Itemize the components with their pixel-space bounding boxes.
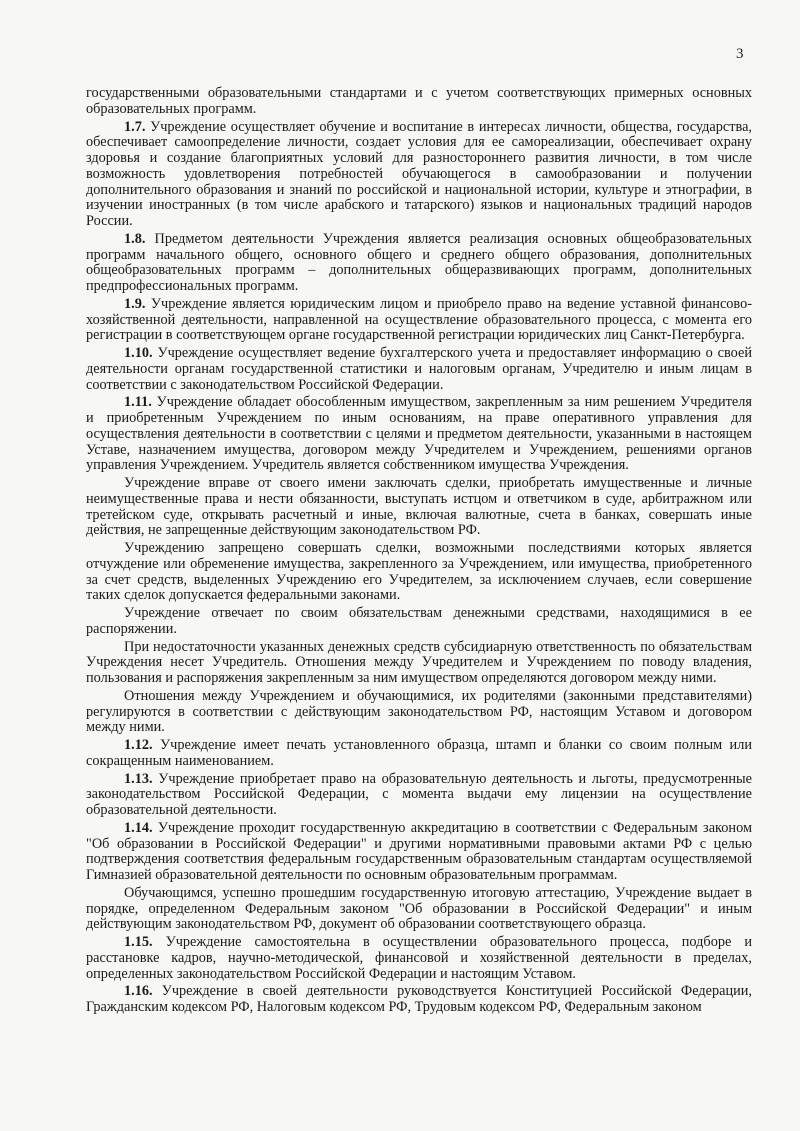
paragraph-sub-attestation: Обучающимся, успешно прошедшим государственную итоговую аттестацию, Учреждение выдает в порядке, определенном Федеральным законом "Об образовании в Российской Федерации" и иным действующим законодательством РФ, документ об образовании соответствующего образца. (86, 884, 752, 933)
paragraph-sub-prohibited: Учреждению запрещено совершать сделки, возможными последствиями которых является отчуждение или обременение имущества, закрепленного за Учреждением, или имущества, приобретенного за счет средств, выделенных Учреждению его Учредителем, за исключением случаев, если совершение таких сделок допускается федеральными законами. (86, 540, 752, 604)
paragraph-sub-liability: Учреждение отвечает по своим обязательствам денежными средствами, находящимися в ее распоряжении. (86, 605, 752, 637)
paragraph-1-10: 1.10. Учреждение осуществляет ведение бухгалтерского учета и предоставляет информацию о своей деятельности органам государственной статистики и налоговым органам, Учредителю и иным лицам в соответствии с законодательством Российской Федерации. (86, 345, 752, 393)
paragraph-1-9: 1.9. Учреждение является юридическим лицом и приобрело право на ведение уставной финансово-хозяйственной деятельности, направленной на осуществление образовательного процесса, с момента его регистрации в соответствующем органе государственной регистрации юридических лиц Санкт-Петербурга. (86, 295, 752, 344)
paragraph-1-13: 1.13. Учреждение приобретает право на образовательную деятельность и льготы, предусмотренные законодательством Российской Федерации, с момента выдачи ему лицензии на осуществление образовательной деятельности. (86, 770, 752, 818)
paragraph-1-15: 1.15. Учреждение самостоятельна в осуществлении образовательного процесса, подборе и расстановке кадров, научно-методической, финансовой и хозяйственной деятельности в пределах, определенных законодательством Российской Федерации и настоящим Уставом. (86, 934, 752, 982)
page-number: 3 (736, 46, 744, 62)
paragraph-sub-relations: Отношения между Учреждением и обучающимися, их родителями (законными представителями) регулируются в соответствии с действующим законодательством РФ, настоящим Уставом и договором между ними. (86, 687, 752, 736)
paragraph-1-11: 1.11. Учреждение обладает обособленным имуществом, закрепленным за ним решением Учредителя и приобретенным Учреждением по иным основаниям, на праве оперативного управления для осуществления деятельности в соответствии с целями и предметом деятельности, указанными в настоящем Уставе, назначением имущества, договором между Учредителем и Учреждением, решениями органов управления Учреждением. Учредитель является собственником имущества Учреждения. (86, 394, 752, 474)
paragraph-1-7: 1.7. Учреждение осуществляет обучение и воспитание в интересах личности, общества, государства, обеспечивает самоопределение личности, создает условия для ее самореализации, обеспечивает охрану здоровья и создание благоприятных условий для разностороннего развития личности, в том числе возможность удовлетворения потребностей обучающегося в самообразовании и получении дополнительного образования и знаний по российской и национальной истории, культуре и этнографии, в изучении иностранных (в том числе арабского и татарского) языков и национальных традиций народов России. (86, 118, 752, 229)
paragraph-1-8: 1.8. Предметом деятельности Учреждения является реализация основных общеобразовательных программ начального общего, основного общего и среднего общего образования, дополнительных общеобразовательных программ – дополнительных общеразвивающих программ, дополнительных предпрофессиональных программ. (86, 230, 752, 294)
paragraph-sub-transactions: Учреждение вправе от своего имени заключать сделки, приобретать имущественные и личные неимущественные права и нести обязанности, выступать истцом и ответчиком в суде, арбитражном или третейском суде, открывать расчетный и иные, включая валютные, счета в банках, совершать иные действия, не запрещенные действующим законодательством РФ. (86, 475, 752, 539)
paragraph-continuation: государственными образовательными стандартами и с учетом соответствующих примерных основных образовательных программ. (86, 85, 752, 117)
paragraph-1-16: 1.16. Учреждение в своей деятельности руководствуется Конституцией Российской Федерации, Гражданским кодексом РФ, Налоговым кодексом РФ, Трудовым кодексом РФ, Федеральным законом (86, 983, 752, 1015)
paragraph-sub-subsidiary: При недостаточности указанных денежных средств субсидиарную ответственность по обязательствам Учреждения несет Учредитель. Отношения между Учредителем и Учреждением по поводу владения, пользования и распоряжения закрепленным за ним имуществом определяются договором между ними. (86, 638, 752, 686)
paragraph-1-14: 1.14. Учреждение проходит государственную аккредитацию в соответствии с Федеральным законом "Об образовании в Российской Федерации" и другими нормативными правовыми актами РФ с целью подтверждения соответствия федеральным государственным образовательным стандартам осуществляемой Гимназией образовательной деятельности по основным образовательным программам. (86, 819, 752, 883)
paragraph-1-12: 1.12. Учреждение имеет печать установленного образца, штамп и бланки со своим полным или сокращенным наименованием. (86, 737, 752, 769)
document-body (86, 86, 752, 1018)
